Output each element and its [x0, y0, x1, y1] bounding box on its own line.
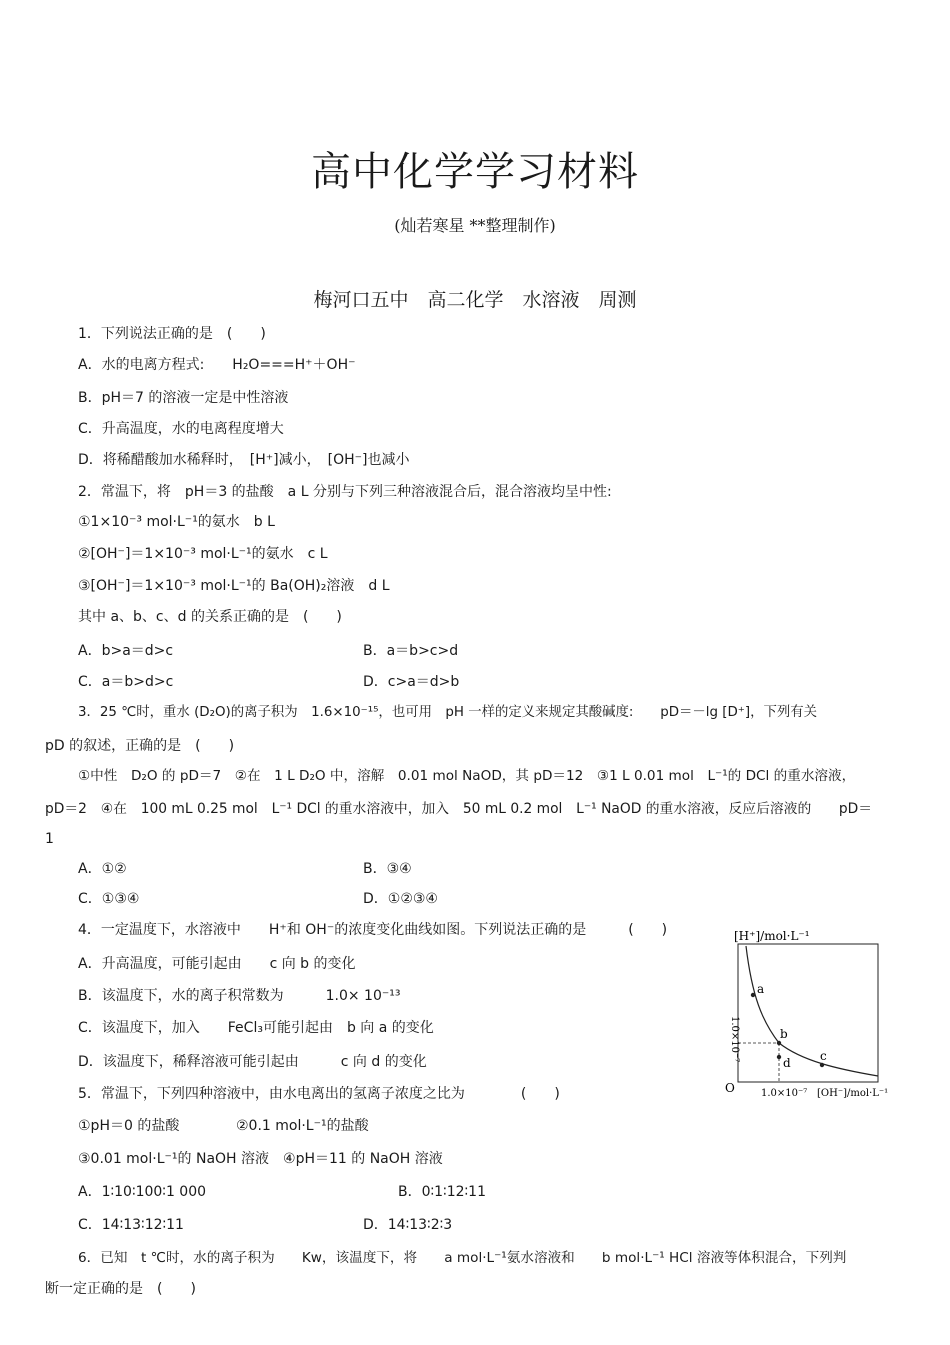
q2-item-2: ②[OH⁻]＝1×10⁻³ mol·L⁻¹的氨水 c L — [78, 546, 328, 562]
graph-point-b-label: b — [780, 1027, 788, 1041]
graph-y-tick-label: 1.0×10⁻⁷ — [729, 1016, 740, 1063]
q3-option-b: B．③④ — [363, 861, 412, 877]
q5-option-a: A．1∶10∶100∶1 000 — [78, 1184, 207, 1200]
q3-option-a: A．①② — [78, 861, 127, 877]
q5-option-d: D．14∶13∶2∶3 — [363, 1217, 453, 1233]
q4-concentration-graph — [722, 926, 907, 1102]
q3-option-d: D．①②③④ — [363, 891, 438, 907]
q6-stem-line2: 断一定正确的是 ( ) — [45, 1281, 196, 1297]
q4-stem: 4．一定温度下，水溶液中 H⁺和 OH⁻的浓度变化曲线如图。下列说法正确的是 ( ) — [78, 922, 668, 938]
q5-item-2: ②0.1 mol·L⁻¹的盐酸 — [236, 1118, 369, 1134]
graph-point-c-label: c — [820, 1049, 827, 1063]
q4-option-b: B．该温度下，水的离子积常数为 1.0× 10⁻¹³ — [78, 988, 401, 1004]
graph-point-c — [820, 1063, 824, 1067]
graph-frame — [738, 944, 878, 1082]
q3-statement-line1: ①中性 D₂O 的 pD＝7 ②在 1 L D₂O 中，溶解 0.01 mol NaOD，其 pD＝12 ③1 L 0.01 mol L⁻¹的 DCl 的重水溶液， — [78, 768, 856, 784]
q3-statement-line3: 1 — [45, 831, 54, 847]
q1-option-c: C．升高温度，水的电离程度增大 — [78, 421, 284, 437]
q2-ask: 其中 a、b、c、d 的关系正确的是 ( ) — [78, 609, 342, 625]
q5-item-1: ①pH＝0 的盐酸 — [78, 1118, 180, 1134]
q1-option-d: D．将稀醋酸加水稀释时， [H⁺]减小， [OH⁻]也减小 — [78, 452, 410, 468]
q3-stem-line2: pD 的叙述，正确的是 ( ) — [45, 738, 235, 754]
q2-option-d: D．c>a＝d>b — [363, 674, 460, 690]
graph-curve — [746, 946, 878, 1076]
graph-point-d-label: d — [783, 1056, 791, 1070]
q5-items-3-4: ③0.01 mol·L⁻¹的 NaOH 溶液 ④pH＝11 的 NaOH 溶液 — [78, 1151, 443, 1167]
q3-option-c: C．①③④ — [78, 891, 140, 907]
q3-stem-line1: 3．25 ℃时，重水 (D₂O)的离子积为 1.6×10⁻¹⁵，也可用 pH 一样的定义来规定其酸碱度: pD＝－lg [D⁺]，下列有关 — [78, 705, 818, 720]
graph-point-a — [751, 993, 755, 997]
q5-option-c: C．14∶13∶12∶11 — [78, 1217, 184, 1233]
q2-option-b: B．a＝b>c>d — [363, 643, 459, 659]
document-title: 高中化学学习材料 — [311, 149, 639, 195]
exam-heading: 梅河口五中 高二化学 水溶液 周测 — [313, 289, 637, 311]
q5-option-b: B．0∶1∶12∶11 — [398, 1184, 486, 1200]
document-subtitle: (灿若寒星 **整理制作) — [394, 216, 556, 235]
q1-option-a: A．水的电离方程式: H₂O===H⁺＋OH⁻ — [78, 357, 356, 373]
q6-stem-line1: 6．已知 t ℃时，水的离子积为 Kw，该温度下，将 a mol·L⁻¹氨水溶液和 b mol·L⁻¹ HCl 溶液等体积混合，下列判 — [78, 1250, 847, 1266]
q1-stem: 1．下列说法正确的是 ( ) — [78, 326, 266, 342]
q4-option-a: A．升高温度，可能引起由 c 向 b 的变化 — [78, 956, 356, 972]
q2-stem: 2．常温下，将 pH＝3 的盐酸 a L 分别与下列三种溶液混合后，混合溶液均呈中性: — [78, 484, 612, 500]
q4-option-c: C．该温度下，加入 FeCl₃可能引起由 b 向 a 的变化 — [78, 1020, 434, 1036]
q3-statement-line2: pD＝2 ④在 100 mL 0.25 mol L⁻¹ DCl 的重水溶液中，加入 50 mL 0.2 mol L⁻¹ NaOD 的重水溶液，反应后溶液的 pD＝ — [45, 801, 873, 817]
q2-option-c: C．a＝b>d>c — [78, 674, 174, 690]
graph-x-tick-label: 1.0×10⁻⁷ — [761, 1088, 808, 1099]
graph-point-a-label: a — [757, 982, 765, 996]
graph-x-axis-label: [OH⁻]/mol·L⁻¹ — [817, 1088, 889, 1099]
graph-y-axis-label: [H⁺]/mol·L⁻¹ — [734, 929, 810, 943]
graph-point-d — [777, 1055, 781, 1059]
q4-option-d: D．该温度下，稀释溶液可能引起由 c 向 d 的变化 — [78, 1054, 427, 1070]
q2-item-1: ①1×10⁻³ mol·L⁻¹的氨水 b L — [78, 514, 275, 530]
q2-item-3: ③[OH⁻]＝1×10⁻³ mol·L⁻¹的 Ba(OH)₂溶液 d L — [78, 578, 390, 594]
graph-point-b — [777, 1041, 781, 1045]
graph-origin-label: O — [725, 1081, 735, 1095]
q1-option-b: B．pH＝7 的溶液一定是中性溶液 — [78, 390, 289, 406]
q2-option-a: A．b>a＝d>c — [78, 643, 174, 659]
q5-stem: 5．常温下，下列四种溶液中，由水电离出的氢离子浓度之比为 ( ) — [78, 1086, 560, 1102]
